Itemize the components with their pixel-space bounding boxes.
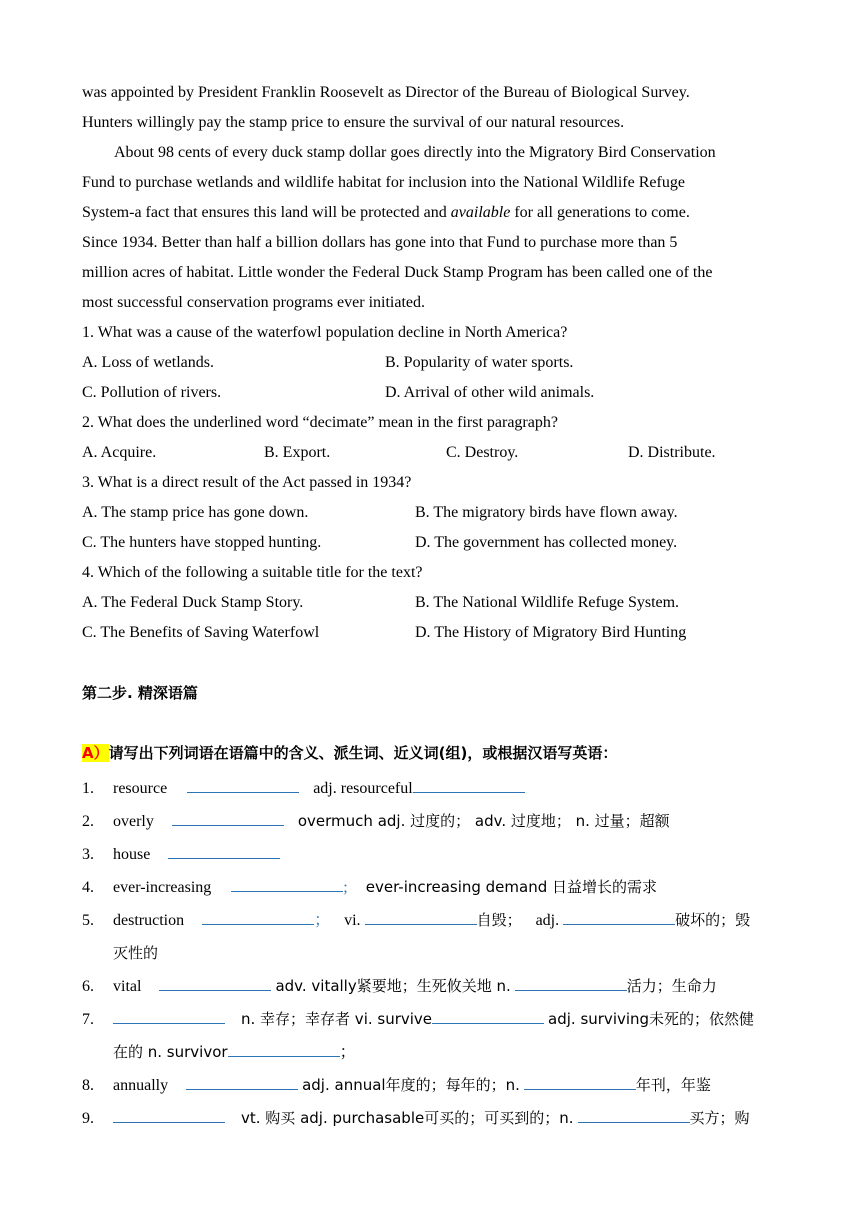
document-page <box>82 78 782 1135</box>
passage-line: was appointed by President Franklin Roosevelt as Director of the Bureau of Biological Survey. <box>82 84 690 101</box>
vocab-item: 3. house <box>82 838 782 871</box>
option: A. Loss of wetlands. <box>82 354 214 371</box>
option-row <box>82 528 782 558</box>
vocab-item: 9. vt. 购买 adj. purchasable可买的；可买到的；n. 买方；购 <box>82 1102 782 1135</box>
option-row <box>82 378 782 408</box>
vocab-item: 5. destruction ； vi. 自毁； adj. 破坏的；毁 灭性的 <box>82 904 782 970</box>
answer-blank[interactable] <box>187 774 299 793</box>
passage-line: million acres of habitat. Little wonder the Federal Duck Stamp Program has been called one of the <box>82 264 713 281</box>
passage-line: System-a fact that ensures this land will be protected and available for all generations to come. <box>82 204 690 221</box>
option: D. Distribute. <box>628 444 716 461</box>
answer-blank[interactable] <box>186 1071 298 1090</box>
option: C. Destroy. <box>446 444 519 461</box>
answer-blank[interactable] <box>113 1104 225 1123</box>
passage-line: most successful conservation programs ever initiated. <box>82 294 426 311</box>
answer-blank[interactable] <box>524 1071 636 1090</box>
question-stem: 1. What was a cause of the waterfowl population decline in North America? <box>82 324 568 341</box>
step-heading: 第二步. 精深语篇 <box>82 684 198 702</box>
passage-line: Since 1934. Better than half a billion dollars has gone into that Fund to purchase more than 5 <box>82 234 678 251</box>
vocab-item: 6. vital adv. vitally紧要地；生死攸关地 n. 活力；生命力 <box>82 970 782 1003</box>
answer-blank[interactable] <box>113 1005 225 1024</box>
vocab-list <box>82 772 782 1135</box>
option: C. The hunters have stopped hunting. <box>82 534 322 551</box>
option: D. The government has collected money. <box>415 534 678 551</box>
vocab-item: 2. overly overmuch adj. 过度的； adv. 过度地； n. 过量；超额 <box>82 805 782 838</box>
passage-line: Fund to purchase wetlands and wildlife habitat for inclusion into the National Wildlife Refuge <box>82 174 685 191</box>
vocab-item: 1. resource adj. resourceful <box>82 772 782 805</box>
answer-blank[interactable] <box>365 906 477 925</box>
option: A. The stamp price has gone down. <box>82 504 309 521</box>
option-row <box>82 348 782 378</box>
option: C. Pollution of rivers. <box>82 384 222 401</box>
answer-blank[interactable] <box>515 972 627 991</box>
option: D. Arrival of other wild animals. <box>385 384 595 401</box>
answer-blank[interactable] <box>228 1038 340 1057</box>
italic-word-available: available <box>450 204 511 221</box>
question-stem: 4. Which of the following a suitable title for the text? <box>82 564 423 581</box>
option-row <box>82 498 782 528</box>
answer-blank[interactable] <box>578 1104 690 1123</box>
passage-line: Hunters willingly pay the stamp price to ensure the survival of our natural resources. <box>82 114 625 131</box>
section-label: A） <box>82 744 109 762</box>
option-row <box>82 588 782 618</box>
option: A. Acquire. <box>82 444 157 461</box>
answer-blank[interactable] <box>413 774 525 793</box>
answer-blank[interactable] <box>432 1005 544 1024</box>
section-instruction: A）请写出下列词语在语篇中的含义、派生词、近义词(组)，或根据汉语写英语： <box>82 744 618 762</box>
option: C. The Benefits of Saving Waterfowl <box>82 624 320 641</box>
option-row <box>82 618 782 648</box>
answer-blank[interactable] <box>159 972 271 991</box>
vocab-item: 4. ever-increasing ; ever-increasing demand 日益增长的需求 <box>82 871 782 904</box>
answer-blank[interactable] <box>231 873 343 892</box>
answer-blank[interactable] <box>202 906 314 925</box>
answer-blank[interactable] <box>172 807 284 826</box>
option: D. The History of Migratory Bird Hunting <box>415 624 687 641</box>
option: B. Export. <box>264 444 331 461</box>
question-stem: 3. What is a direct result of the Act passed in 1934? <box>82 474 412 491</box>
option: B. The National Wildlife Refuge System. <box>415 594 680 611</box>
option: A. The Federal Duck Stamp Story. <box>82 594 304 611</box>
answer-blank[interactable] <box>168 840 280 859</box>
passage-line: About 98 cents of every duck stamp dollar goes directly into the Migratory Bird Conservation <box>114 144 716 161</box>
vocab-item: 7. n. 幸存；幸存者 vi. survive adj. surviving未死的；依然健 在的 n. survivor ； <box>82 1003 782 1069</box>
vocab-item: 8. annually adj. annual年度的；每年的；n. 年刊，年鉴 <box>82 1069 782 1102</box>
option: B. Popularity of water sports. <box>385 354 574 371</box>
option: B. The migratory birds have flown away. <box>415 504 678 521</box>
option-row <box>82 438 782 468</box>
answer-blank[interactable] <box>563 906 675 925</box>
question-stem: 2. What does the underlined word “decimate” mean in the first paragraph? <box>82 414 558 431</box>
